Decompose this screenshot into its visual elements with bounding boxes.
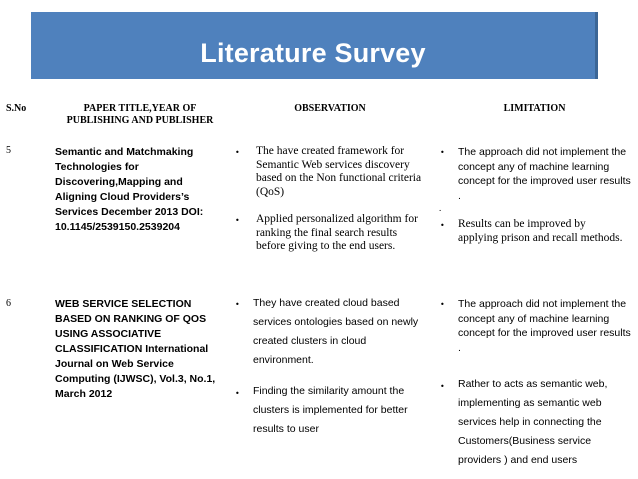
header-paper-title: PAPER TITLE,YEAR OF PUBLISHING AND PUBLISHER: [66, 103, 214, 126]
observation-text: Finding the similarity amount the clusters is implemented for better results to user: [253, 385, 408, 435]
bullet-icon: •: [235, 148, 240, 157]
row-number: 5: [6, 145, 11, 156]
title-banner: [31, 12, 598, 79]
bullet-icon: •: [440, 300, 445, 309]
header-sno: S.No: [6, 103, 27, 114]
bullet-icon: •: [235, 389, 240, 398]
bullet-icon: •: [235, 300, 240, 309]
limitation-text: Results can be improved by applying prison and recall methods.: [458, 218, 623, 244]
paper-title-cell: WEB SERVICE SELECTION BASED ON RANKING OF QOS USING ASSOCIATIVE CLASSIFICATION International Journal on Web Service Computing (IJWSC), Vol.3, No.1, March 2012: [55, 298, 216, 400]
bullet-icon: •: [235, 216, 240, 225]
row-number: 6: [6, 298, 11, 309]
observation-text: Applied personalized algorithm for ranking the final search results before giving to the end users.: [256, 213, 418, 252]
observation-text: The have created framework for Semantic Web services discovery based on the Non functional criteria (QoS): [256, 145, 422, 198]
limitation-text: The approach did not implement the concept any of machine learning concept for the improved user results .: [458, 298, 631, 354]
bullet-icon: •: [440, 382, 445, 391]
stray-mark: .: [439, 203, 442, 213]
bullet-icon: •: [440, 148, 445, 157]
bullet-icon: •: [440, 221, 445, 230]
header-limitation: LIMITATION: [503, 103, 566, 114]
paper-title-cell: Semantic and Matchmaking Technologies for Discovering,Mapping and Aligning Cloud Providers’s Services December 2013 DOI: 10.1145/2539150.2539204: [55, 146, 204, 233]
header-observation: OBSERVATION: [294, 103, 366, 114]
limitation-text: The approach did not implement the concept any of machine learning concept for the improved user results .: [458, 146, 631, 202]
page-title: Literature Survey: [200, 38, 426, 68]
observation-text: They have created cloud based services ontologies based on newly created clusters in cloud environment.: [253, 297, 419, 366]
limitation-text: Rather to acts as semantic web, implementing as semantic web services help in connecting the Customers(Business service providers ) and end users: [458, 378, 608, 466]
